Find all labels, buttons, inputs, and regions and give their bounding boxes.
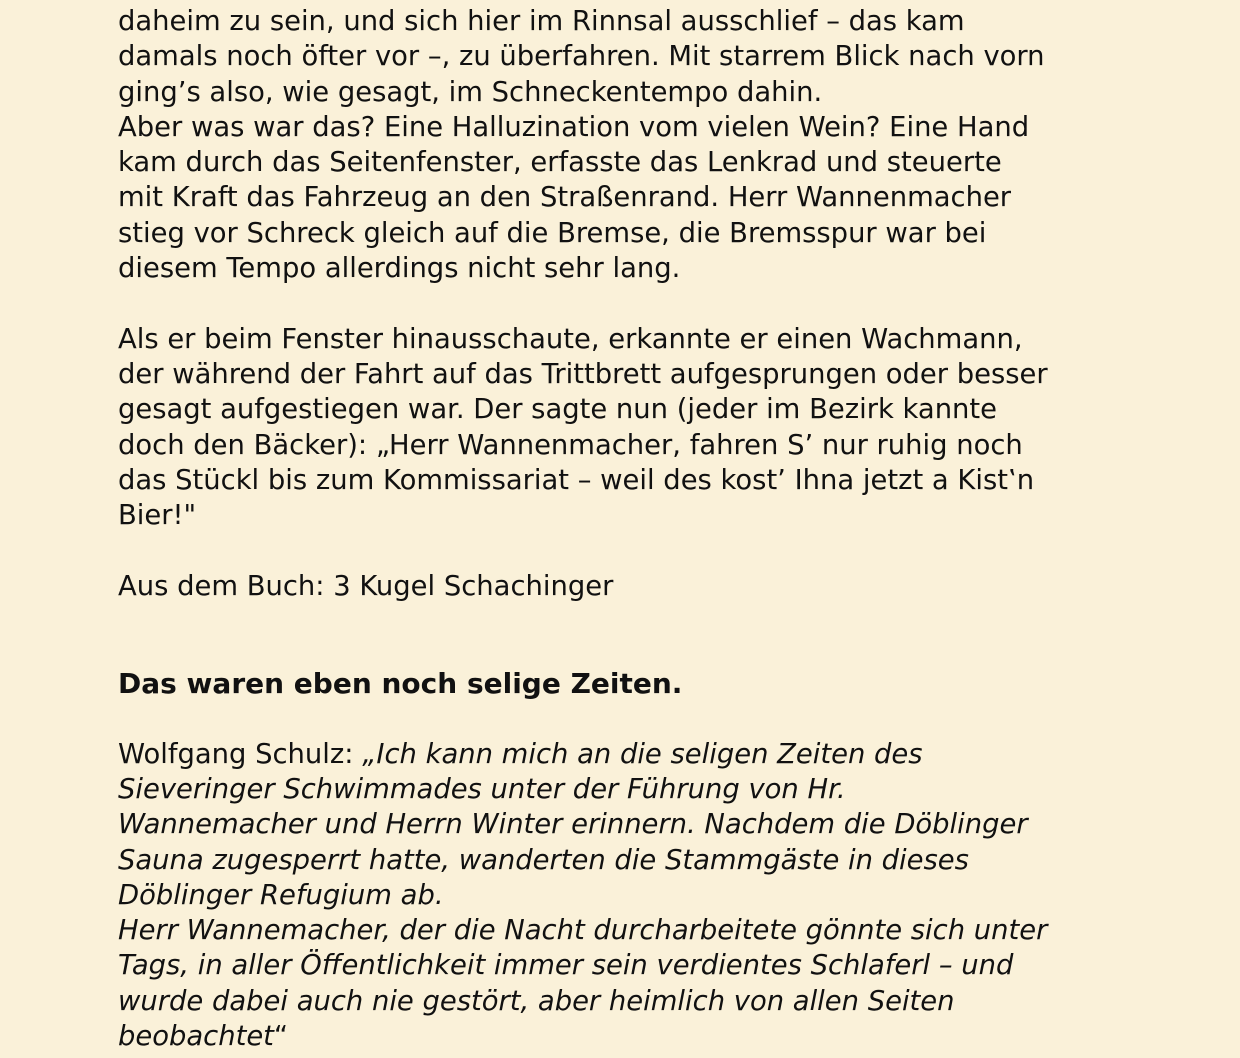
book-source-line: Aus dem Buch: 3 Kugel Schachinger	[118, 570, 614, 602]
paragraph-spacer	[118, 701, 1128, 736]
quote-author: Wolfgang Schulz:	[118, 738, 363, 770]
section-heading: Das waren eben noch selige Zeiten.	[118, 667, 683, 701]
paragraph-spacer	[118, 533, 1128, 568]
quote-close-mark: “	[273, 1021, 289, 1053]
quote-text: „Ich kann mich an die seligen Zeiten des Sieveringer Schwimmades unter der Führung von Hr. Wannemacher und Herrn Winter erinnern. Nachdem die Döblinger Sauna zugesperrt hatte, wanderten die Stammgäste in dieses Döblinger Refugium ab. Herr Wannemacher, der die Nacht durcharbeitete gönnte sich unter Tags, in aller Öffentlichkeit immer sein verdientes Schlaferl – und wurde dabei auch nie gestört, aber heimlich von allen Seiten beobachtet	[118, 738, 1048, 1053]
section-spacer	[118, 604, 1128, 666]
paragraph-spacer	[118, 286, 1128, 321]
document-page	[118, 4, 1128, 1054]
quote-paragraph	[118, 737, 1128, 1055]
story-paragraph-continuation: daheim zu sein, und sich hier im Rinnsal ausschlief – das kam damals noch öfter vor –, zu überfahren. Mit starrem Blick nach vorn ging’s also, wie gesagt, im Schneckentempo dahin. Aber was war das? Eine Halluzination vom vielen Wein? Eine Hand kam durch das Seitenfenster, erfasste das Lenkrad und steuerte mit Kraft das Fahrzeug an den Straßenrand. Herr Wannenmacher stieg vor Schreck gleich auf die Bremse, die Bremsspur war bei diesem Tempo allerdings nicht sehr lang.	[118, 6, 1045, 285]
story-paragraph-window: Als er beim Fenster hinausschaute, erkannte er einen Wachmann, der während der Fahrt auf das Trittbrett aufgesprungen oder besser gesagt aufgestiegen war. Der sagte nun (jeder im Bezirk kannte doch den Bäcker): „Herr Wannenmacher, fahren S’ nur ruhig noch das Stückl bis zum Kommissariat – weil des kost’ Ihna jetzt a Kist‛n Bier!"	[118, 323, 1048, 532]
